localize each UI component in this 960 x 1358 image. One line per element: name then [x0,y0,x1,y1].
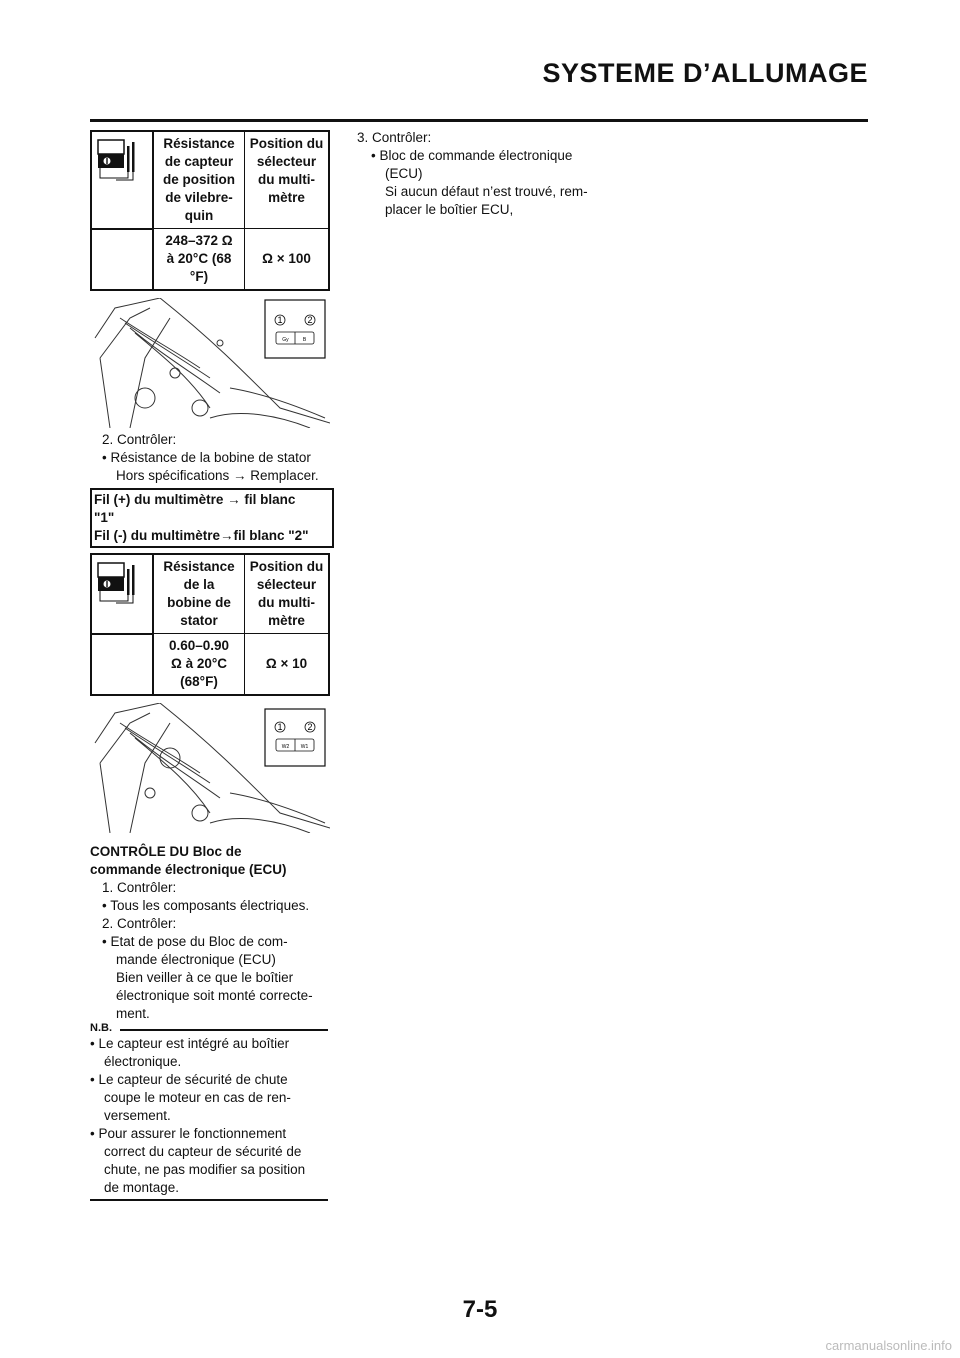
wiring-text: Fil (+) du multimètre → fil blanc [94,492,296,507]
nb-text: électronique. [104,1054,182,1069]
resistance-value: 0.60–0.90 [168,638,230,653]
nb-text: de montage. [104,1180,180,1195]
header-text: sélecteur [256,154,317,169]
step-text: placer le boîtier ECU, [385,202,514,217]
step-text: ment. [116,1006,150,1021]
step-text: (ECU) [385,166,423,181]
nb-text: chute, ne pas modifier sa position [104,1162,306,1177]
nb-bottom-rule [90,1199,328,1201]
resistance-value: à 20°C (68 [166,251,232,266]
header-text: mètre [268,613,305,628]
wire-label: Gy [282,337,289,343]
step-text: 1. Contrôler: [102,880,177,895]
header-text: du multi- [258,595,315,610]
step-text: • Tous les composants électriques. [102,898,310,913]
wire-label: W2 [281,744,290,750]
header-text: de la [183,577,215,592]
section-heading: commande électronique (ECU) [90,862,287,877]
page-title: SYSTEME D’ALLUMAGE [542,58,868,88]
watermark: carmanualsonline.info [825,1338,952,1353]
header-text: de position [163,172,235,187]
connector-label: 2 [307,722,313,732]
section-heading: CONTRÔLE DU Bloc de [90,844,242,859]
step-text: 2. Contrôler: [102,916,177,931]
step-text: • Etat de pose du Bloc de com- [102,934,288,949]
header-text: bobine de [167,595,231,610]
connector-label: 2 [307,315,313,325]
resistance-value: (68°F) [180,674,218,689]
nb-text: coupe le moteur en cas de ren- [104,1090,291,1105]
connector-label: 1 [277,315,283,325]
step-text: • Bloc de commande électronique [371,148,573,163]
nb-text: • Pour assurer le fonctionnement [90,1126,287,1141]
empty-cell [91,229,153,291]
wire-label: B [302,337,307,343]
multimeter-icon [91,131,153,229]
empty-cell [91,634,153,696]
selector-value: Ω × 100 [245,229,330,291]
header-rule [90,119,868,122]
nb-text: correct du capteur de sécurité de [104,1144,302,1159]
spec-table-stator-coil [90,553,330,696]
resistance-value: 248–372 Ω [165,233,233,248]
header-text: Position du [249,559,324,574]
step-text: Hors spécifications → Remplacer. [116,468,319,483]
step-text: Bien veiller à ce que le boîtier [116,970,294,985]
multimeter-icon [91,554,153,634]
header-text: Résistance [163,136,235,151]
header-text: mètre [268,190,305,205]
header-text: stator [180,613,218,628]
step-text: mande électronique (ECU) [116,952,276,967]
step-text: Si aucun défaut n’est trouvé, rem- [385,184,588,199]
spec-table-crank-sensor [90,130,330,291]
step-text: • Résistance de la bobine de stator [102,450,311,465]
connector-label: 1 [277,722,283,732]
wiring-text: Fil (-) du multimètre→fil blanc "2" [94,528,309,543]
resistance-value: Ω à 20°C [171,656,227,671]
wiring-figure-2 [90,703,330,833]
header-text: quin [184,208,214,223]
nb-text: versement. [104,1108,171,1123]
wiring-figure-1 [90,298,330,428]
header-text: sélecteur [256,577,317,592]
step-text: électronique soit monté correcte- [116,988,313,1003]
resistance-value: °F) [189,269,209,284]
wiring-instruction-box [90,488,334,548]
nb-text: • Le capteur est intégré au boîtier [90,1036,290,1051]
step-text: 3. Contrôler: [357,130,432,145]
page-number: 7-5 [462,1296,498,1323]
header-text: du multi- [258,172,315,187]
selector-value: Ω × 10 [245,634,330,696]
wire-label: W1 [300,744,309,750]
step-text: 2. Contrôler: [102,432,177,447]
header-text: de vilebre- [165,190,233,205]
nb-text: • Le capteur de sécurité de chute [90,1072,288,1087]
header-text: Résistance [163,559,235,574]
nb-label: N.B. [90,1022,112,1034]
header-text: Position du [249,136,324,151]
wiring-text: "1" [94,510,115,525]
header-text: de capteur [164,154,234,169]
nb-rule [120,1029,328,1031]
